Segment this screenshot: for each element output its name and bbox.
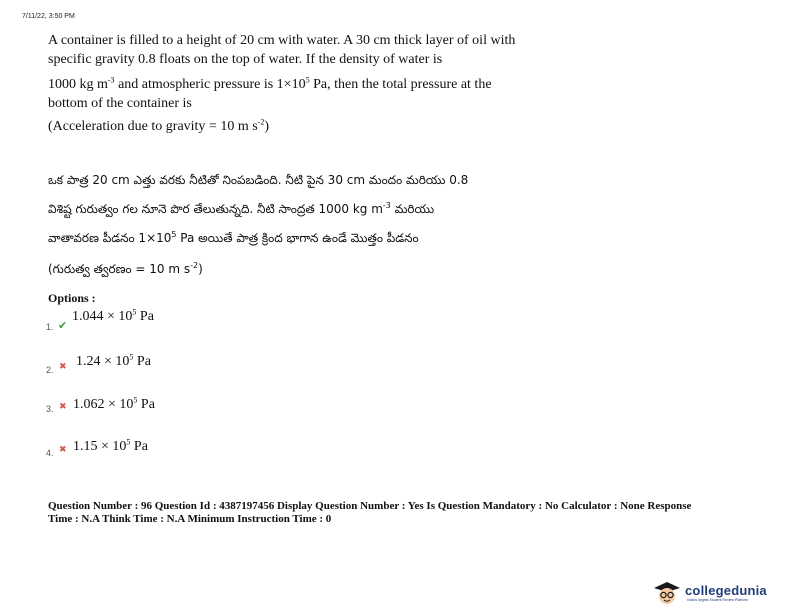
question-english [48,31,588,136]
question-te-line-2: విశిష్ట గురుత్వం గల నూనె పొర తేలుతున్నది. నీటి సాంద్రత 1000 kg $m^{-3}$ మరియు [48,201,435,216]
option-text: $1.24 \times 10^5$ Pa [76,352,151,369]
question-en-line-4: bottom of the container is [48,96,192,111]
option-text: $1.15 \times 10^5$ Pa [73,437,148,454]
collegedunia-logo [652,580,792,606]
metadata-line-1: Question Number : 96 Question Id : 4387197456 Display Question Number : Yes Is Question Mandatory : No Calculator : None Response [48,500,692,512]
logo-tagline: India's largest Student Review Platform [687,598,748,602]
question-te-acceleration: (గురుత్వ త్వరణం = 10 m $s^{-2}$) [48,261,203,276]
question-metadata [48,500,768,526]
options-label: Options : [48,291,96,305]
question-te-line-1: ఒక పాత్ర 20 cm ఎత్తు వరకు నీటితో నింపబడింది. నీటి పైన 30 cm మందం మరియు 0.8 [48,173,469,187]
cross-icon: ✖ [59,445,67,455]
logo-brand-text: collegedunia [685,583,767,598]
cross-icon: ✖ [59,362,67,372]
question-en-line-2: specific gravity 0.8 floats on the top of water. If the density of water is [48,52,443,67]
check-icon: ✔ [58,319,68,332]
option-text: $1.062 \times 10^5$ Pa [73,395,155,412]
question-en-line-3: 1000 kg $m^{-3}$ and atmospheric pressure is $1\times 10^5$ Pa, then the total pressure at the [48,75,492,92]
option-number: 3. [46,404,54,414]
question-en-acceleration: (Acceleration due to gravity = 10 m $s^{-2}$) [48,117,270,134]
question-telugu [48,170,608,288]
question-en-line-1: A container is filled to a height of 20 cm with water. A 30 cm thick layer of oil with [48,33,516,48]
option-number: 4. [46,448,54,458]
metadata-line-2: Time : N.A Think Time : N.A Minimum Instruction Time : 0 [48,513,332,525]
option-number: 2. [46,365,54,375]
mascot-icon [652,580,682,606]
cross-icon: ✖ [59,402,67,412]
option-text: $1.044 \times 10^5$ Pa [72,307,154,324]
option-number: 1. [46,322,54,332]
print-timestamp: 7/11/22, 3:50 PM [22,13,75,20]
question-te-line-3: వాతావరణ పీడనం $1\times 10^5$ Pa అయితే పాత్ర క్రింద భాగాన ఉండే మొత్తం పీడనం [48,230,419,245]
